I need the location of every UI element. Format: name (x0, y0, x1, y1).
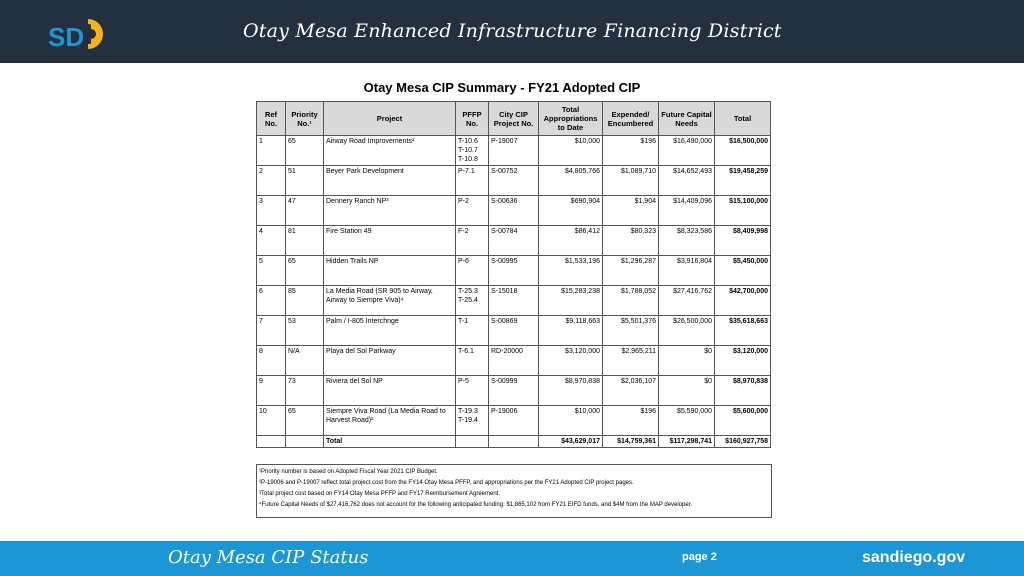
table-cell-pffp: F-2 (456, 226, 489, 256)
table-cell-project: Playa del Sol Parkway (324, 346, 456, 376)
document-title: Otay Mesa CIP Summary - FY21 Adopted CIP (363, 80, 641, 95)
table-cell-cip: S-00995 (489, 256, 539, 286)
table-cell-cip: S-00784 (489, 226, 539, 256)
table-cell-future: $3,916,804 (659, 256, 715, 286)
table-cell-ref: 8 (257, 346, 286, 376)
table-cell-pffp: P-5 (456, 376, 489, 406)
table-row (257, 256, 771, 286)
table-header-row (257, 102, 771, 136)
table-cell-project: Beyer Park Development (324, 166, 456, 196)
table-row (257, 346, 771, 376)
table-cell-expended: $1,904 (603, 196, 659, 226)
table-cell-approp: $4,805,766 (539, 166, 603, 196)
footnote: ⁴Future Capital Needs of $27,416,762 does not account for the following anticipated funding: $1,865,102 from FY21 EIFD funds, and $4M from the MAP developer. (259, 502, 693, 508)
header-title: Otay Mesa Enhanced Infrastructure Financing District (243, 20, 782, 42)
table-row (257, 316, 771, 346)
total-cell-empty (286, 436, 324, 448)
table-cell-approp: $10,000 (539, 136, 603, 166)
table-cell-pffp: P-6 (456, 256, 489, 286)
column-header: Priority No.¹ (286, 102, 324, 136)
table-cell-pffp: T-19.3 T-19.4 (456, 406, 489, 436)
table-cell-approp: $86,412 (539, 226, 603, 256)
table-cell-total: $35,618,663 (715, 316, 771, 346)
table-cell-cip: S-00999 (489, 376, 539, 406)
table-row (257, 136, 771, 166)
table-cell-project: Riviera del Sol NP (324, 376, 456, 406)
total-cell-total: $160,927,758 (715, 436, 771, 448)
footnote: ¹Priority number is based on Adopted Fiscal Year 2021 CIP Budget. (259, 469, 438, 475)
column-header: Total (715, 102, 771, 136)
table-cell-expended: $1,089,710 (603, 166, 659, 196)
table-cell-ref: 7 (257, 316, 286, 346)
table-cell-approp: $8,970,838 (539, 376, 603, 406)
table-cell-future: $26,500,000 (659, 316, 715, 346)
table-cell-future: $27,416,762 (659, 286, 715, 316)
sd-logo-icon (44, 15, 110, 53)
table-cell-future: $5,590,000 (659, 406, 715, 436)
table-cell-total: $19,458,259 (715, 166, 771, 196)
footnote: ²P-19006 and P-19007 reflect total project cost from the FY14 Otay Mesa PFFP, and appropriations per the FY21 Adopted CIP project pages. (259, 480, 634, 486)
column-header: PFFP No. (456, 102, 489, 136)
table-cell-total: $16,500,000 (715, 136, 771, 166)
table-cell-priority: N/A (286, 346, 324, 376)
table-cell-pffp: T-25.3 T-25.4 (456, 286, 489, 316)
table-cell-total: $8,970,838 (715, 376, 771, 406)
table-cell-project: Dennery Ranch NP³ (324, 196, 456, 226)
table-cell-expended: $5,501,376 (603, 316, 659, 346)
table-cell-project: Fire Station 49 (324, 226, 456, 256)
table-row (257, 226, 771, 256)
table-cell-ref: 5 (257, 256, 286, 286)
table-cell-ref: 10 (257, 406, 286, 436)
table-cell-total: $5,450,000 (715, 256, 771, 286)
header-bar (0, 0, 1024, 63)
table-cell-ref: 4 (257, 226, 286, 256)
table-cell-total: $15,100,000 (715, 196, 771, 226)
table-cell-pffp: T-10.6 T-10.7 T-10.8 (456, 136, 489, 166)
page-number: page 2 (682, 551, 717, 563)
table-cell-total: $42,700,000 (715, 286, 771, 316)
table-cell-project: Airway Road Improvements² (324, 136, 456, 166)
total-cell-label: Total (324, 436, 456, 448)
table-cell-expended: $80,323 (603, 226, 659, 256)
table-cell-total: $8,409,998 (715, 226, 771, 256)
footnotes (256, 464, 772, 518)
site-link[interactable]: sandiego.gov (862, 549, 966, 566)
table-cell-approp: $10,000 (539, 406, 603, 436)
table-cell-priority: 53 (286, 316, 324, 346)
table-cell-cip: S-00869 (489, 316, 539, 346)
table-cell-expended: $2,036,107 (603, 376, 659, 406)
table-cell-priority: 73 (286, 376, 324, 406)
table-row (257, 286, 771, 316)
table-cell-priority: 65 (286, 136, 324, 166)
table-cell-project: La Media Road (SR 905 to Airway, Airway to Siempre Viva)⁴ (324, 286, 456, 316)
table-cell-project: Palm / I-805 Interchnge (324, 316, 456, 346)
table-cell-future: $0 (659, 376, 715, 406)
table-cell-pffp: P-7.1 (456, 166, 489, 196)
table-row (257, 166, 771, 196)
table-cell-priority: 85 (286, 286, 324, 316)
table-cell-approp: $9,118,663 (539, 316, 603, 346)
table-cell-approp: $3,120,000 (539, 346, 603, 376)
total-cell-empty (489, 436, 539, 448)
table-cell-priority: 47 (286, 196, 324, 226)
table-cell-priority: 65 (286, 256, 324, 286)
table-cell-cip: RD-20000 (489, 346, 539, 376)
total-cell-future: $117,298,741 (659, 436, 715, 448)
table-cell-total: $5,600,000 (715, 406, 771, 436)
table-cell-expended: $1,296,287 (603, 256, 659, 286)
column-header: City CIP Project No. (489, 102, 539, 136)
table-cell-priority: 51 (286, 166, 324, 196)
table-cell-expended: $196 (603, 136, 659, 166)
table-cell-approp: $1,533,196 (539, 256, 603, 286)
table-cell-expended: $196 (603, 406, 659, 436)
table-cell-approp: $690,904 (539, 196, 603, 226)
table-cell-cip: S-00636 (489, 196, 539, 226)
table-cell-priority: 65 (286, 406, 324, 436)
table-cell-project: Siempre Viva Road (La Media Road to Harvest Road)² (324, 406, 456, 436)
column-header: Future Capital Needs (659, 102, 715, 136)
footer-section-title: Otay Mesa CIP Status (168, 547, 369, 568)
table-cell-future: $14,652,493 (659, 166, 715, 196)
table-cell-future: $0 (659, 346, 715, 376)
total-cell-approp: $43,629,017 (539, 436, 603, 448)
table-cell-priority: 81 (286, 226, 324, 256)
table-cell-ref: 1 (257, 136, 286, 166)
cip-summary-table (256, 101, 771, 448)
svg-text:SD: SD (48, 22, 85, 52)
table-cell-ref: 6 (257, 286, 286, 316)
table-cell-approp: $15,283,238 (539, 286, 603, 316)
table-cell-future: $8,323,586 (659, 226, 715, 256)
column-header: Total Appropriations to Date (539, 102, 603, 136)
table-cell-future: $14,409,096 (659, 196, 715, 226)
table-cell-cip: P-19007 (489, 136, 539, 166)
total-cell-empty (456, 436, 489, 448)
table-row (257, 196, 771, 226)
table-cell-expended: $1,788,052 (603, 286, 659, 316)
table-cell-cip: S-00752 (489, 166, 539, 196)
table-cell-ref: 9 (257, 376, 286, 406)
table-cell-pffp: T-1 (456, 316, 489, 346)
table-cell-expended: $2,965,211 (603, 346, 659, 376)
table-cell-total: $3,120,000 (715, 346, 771, 376)
column-header: Expended/ Encumbered (603, 102, 659, 136)
total-cell-empty (257, 436, 286, 448)
table-cell-ref: 3 (257, 196, 286, 226)
table-cell-cip: S-15018 (489, 286, 539, 316)
footer-bar (0, 541, 1024, 576)
table-row (257, 406, 771, 436)
table-row (257, 376, 771, 406)
table-total-row (257, 436, 771, 448)
column-header: Ref No. (257, 102, 286, 136)
table-cell-pffp: T-6.1 (456, 346, 489, 376)
table-cell-project: Hidden Trails NP (324, 256, 456, 286)
table-cell-future: $16,490,000 (659, 136, 715, 166)
table-cell-cip: P-19006 (489, 406, 539, 436)
column-header: Project (324, 102, 456, 136)
table-cell-ref: 2 (257, 166, 286, 196)
total-cell-expended: $14,759,361 (603, 436, 659, 448)
footnote: ³Total project cost based on FY14 Otay Mesa PFFP and FY17 Reimbursement Agreement. (259, 491, 501, 497)
table-cell-pffp: P-2 (456, 196, 489, 226)
